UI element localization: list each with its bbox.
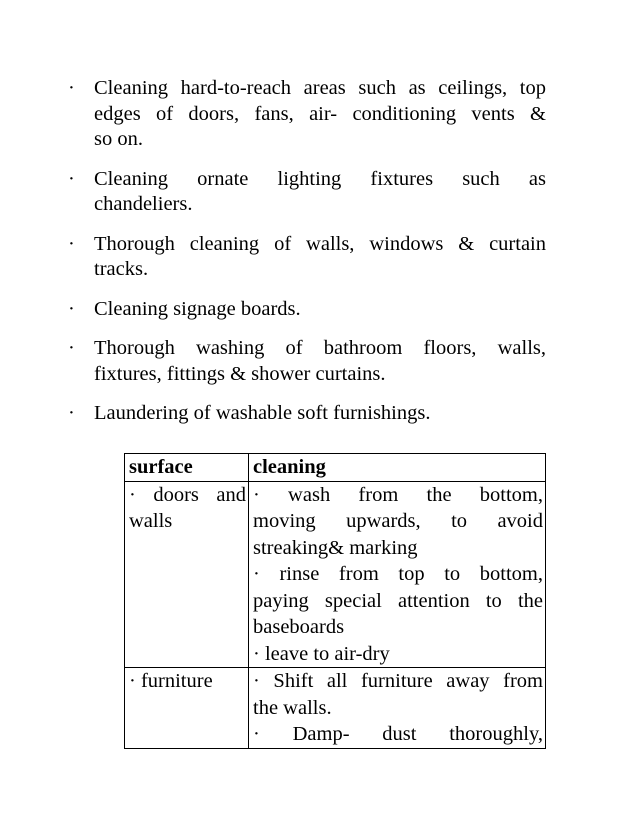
- bullet-dot: ·: [68, 402, 75, 424]
- cell-line: moving upwards, to avoid: [253, 510, 543, 532]
- bullet-item: [68, 167, 546, 218]
- cell-line: · Damp- dust thoroughly,: [253, 723, 543, 745]
- bullet-item: [68, 232, 546, 283]
- cleaning-table: [124, 453, 546, 749]
- header-surface: surface: [125, 454, 249, 482]
- cleaning-cell: [249, 481, 546, 668]
- bullet-line: chandeliers.: [94, 193, 193, 215]
- header-cleaning: cleaning: [249, 454, 546, 482]
- bullet-dot: ·: [68, 337, 75, 359]
- bullet-line: Cleaning signage boards.: [94, 297, 301, 320]
- bullet-dot: ·: [68, 297, 75, 320]
- bullet-item: [68, 297, 546, 323]
- bullet-dot: ·: [68, 232, 75, 255]
- bullet-line: Cleaning hard-to-reach areas such as ceilings, top: [94, 77, 546, 99]
- cell-line: walls: [129, 510, 173, 532]
- cell-line: baseboards: [253, 616, 345, 638]
- bullet-line: edges of doors, fans, air- conditioning vents &: [94, 102, 546, 125]
- cell-line: paying special attention to the: [253, 589, 543, 612]
- cell-line: · leave to air-dry: [253, 642, 390, 665]
- bullet-line: tracks.: [94, 258, 149, 280]
- bullet-dot: ·: [68, 77, 75, 99]
- bullet-list: [68, 76, 546, 441]
- bullet-line: Laundering of washable soft furnishings.: [94, 402, 431, 424]
- cell-line: · rinse from top to bottom,: [253, 563, 543, 585]
- cell-line: · Shift all furniture away from: [253, 670, 543, 692]
- bullet-line: fixtures, fittings & shower curtains.: [94, 362, 386, 385]
- table-header-row: [125, 454, 546, 482]
- table-row: [125, 668, 546, 749]
- cell-line: · wash from the bottom,: [253, 483, 543, 506]
- bullet-item: [68, 401, 546, 427]
- cell-line: · furniture: [129, 670, 213, 692]
- table-row: [125, 481, 546, 668]
- bullet-item: [68, 336, 546, 387]
- surface-cell: [125, 668, 249, 749]
- bullet-line: Thorough washing of bathroom floors, walls,: [94, 337, 546, 359]
- cell-line: · doors and: [129, 483, 246, 506]
- cell-line: the walls.: [253, 696, 332, 719]
- cell-line: streaking& marking: [253, 536, 418, 559]
- cleaning-cell: [249, 668, 546, 749]
- surface-cell: [125, 481, 249, 668]
- bullet-line: Cleaning ornate lighting fixtures such as: [94, 167, 546, 190]
- bullet-line: Thorough cleaning of walls, windows & curtain: [94, 232, 546, 255]
- bullet-item: [68, 76, 546, 153]
- bullet-dot: ·: [68, 167, 75, 190]
- bullet-line: so on.: [94, 128, 143, 150]
